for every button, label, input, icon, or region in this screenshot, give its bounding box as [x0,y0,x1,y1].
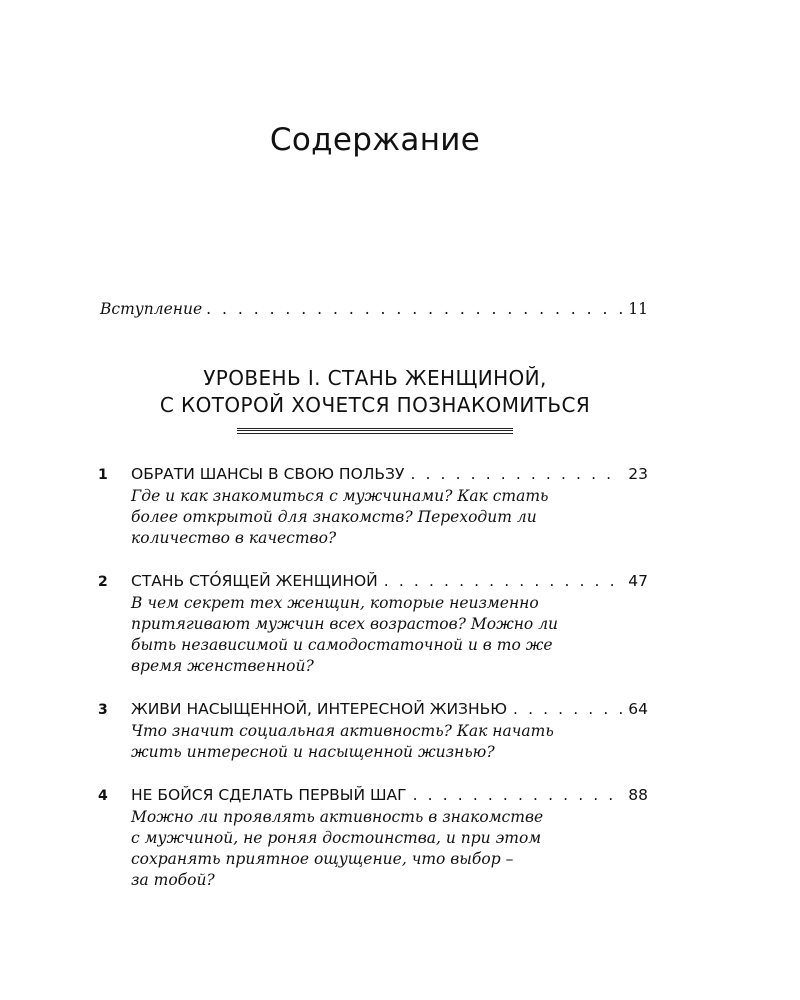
description-line: Что значит социальная активность? Как начать [131,722,554,740]
description-line: с мужчиной, не роняя достоинства, и при этом [131,829,542,847]
chapter-number: 4 [98,788,108,804]
description-line: время женственной? [131,657,314,675]
chapter-description [131,593,648,677]
page-title: Содержание [269,122,481,158]
page-number: 47 [628,572,648,590]
chapter-title: НЕ БОЙСЯ СДЕЛАТЬ ПЕРВЫЙ ШАГ [131,786,407,804]
toc-chapter-4[interactable] [98,784,648,891]
dot-leader [413,784,623,806]
description-line: Где и как знакомиться с мужчинами? Как стать [131,487,549,505]
dot-leader [513,698,622,720]
chapter-number: 1 [98,467,108,483]
toc-entry-intro[interactable] [100,300,648,318]
page-number: 11 [628,300,648,318]
page-number: 23 [628,465,648,483]
description-line: за тобой? [131,871,215,889]
chapter-title: ЖИВИ НАСЫЩЕННОЙ, ИНТЕРЕСНОЙ ЖИЗНЬЮ [131,700,508,718]
chapter-description [131,486,648,549]
chapter-number: 3 [98,702,108,718]
double-rule-divider [237,428,513,434]
description-line: притягивают мужчин всех возрастов? Можно ли [131,615,559,633]
dot-leader [206,300,624,318]
description-line: количество в качество? [131,529,337,547]
level-heading-line-2: С КОТОРОЙ ХОЧЕТСЯ ПОЗНАКОМИТЬСЯ [159,393,591,417]
description-line: Можно ли проявлять активность в знакомстве [131,808,544,826]
description-line: сохранять приятное ощущение, что выбор – [131,850,514,868]
chapter-title: ОБРАТИ ШАНСЫ В СВОЮ ПОЛЬЗУ [131,465,405,483]
chapter-list [98,463,648,912]
toc-chapter-2[interactable] [98,570,648,677]
description-line: быть независимой и самодостаточной и в то же [131,636,553,654]
level-heading [0,365,750,419]
description-line: более открытой для знакомств? Переходит ли [131,508,537,526]
page-number: 64 [628,700,648,718]
level-heading-line-1: УРОВЕНЬ I. СТАНЬ ЖЕНЩИНОЙ, [203,366,547,390]
toc-chapter-3[interactable] [98,698,648,763]
page-number: 88 [628,786,648,804]
chapter-title: СТАНЬ СТО́ЯЩЕЙ ЖЕНЩИНОЙ [131,572,378,590]
toc-entry-label: Вступление [100,300,203,318]
chapter-description [131,721,648,763]
dot-leader [384,570,622,592]
toc-chapter-1[interactable] [98,463,648,549]
chapter-number: 2 [98,574,108,590]
description-line: жить интересной и насыщенной жизнью? [131,743,495,761]
description-line: В чем секрет тех женщин, которые неизменно [131,594,539,612]
dot-leader [410,463,622,485]
chapter-description [131,807,648,891]
